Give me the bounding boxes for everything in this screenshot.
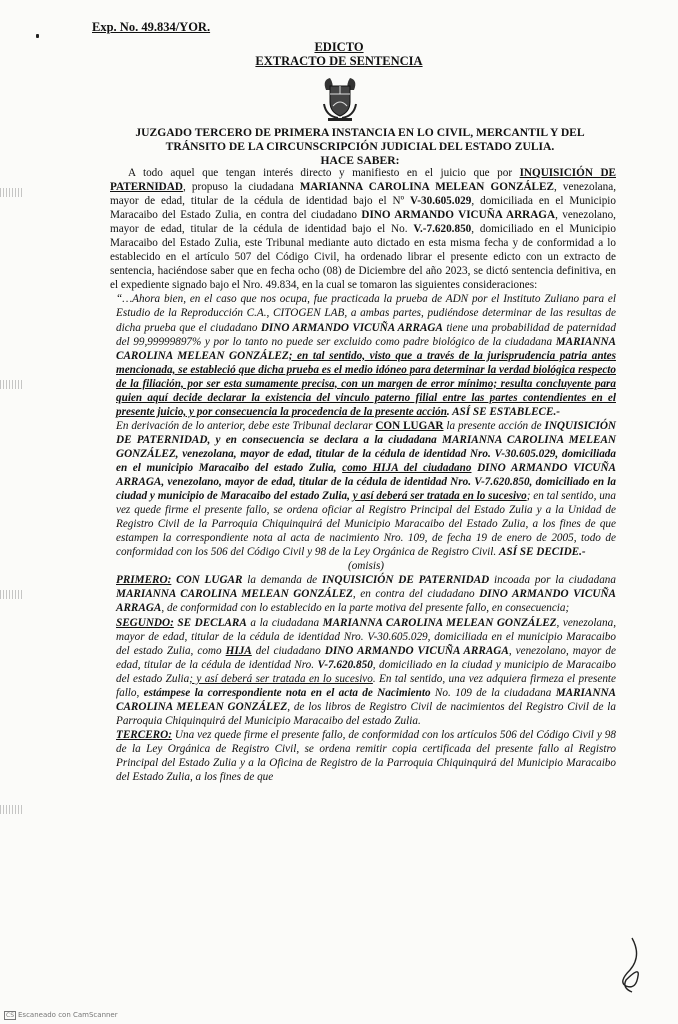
document-body [110,166,616,784]
court-line-2: TRÁNSITO DE LA CIRCUNSCRIPCIÓN JUDICIAL DEL ESTADO ZULIA. [165,140,555,153]
document-subtitle: EXTRACTO DE SENTENCIA [255,54,423,68]
quote-paragraph: “…Ahora bien, en el caso que nos ocupa, fue practicada la prueba de ADN por el Instituto Zuliano para el Estudio de la Reproducción C.A., CITOGEN LAB, a ambas partes, pudiéndose determinar de las resultas de dicha prueba que el ciudadano DINO ARMANDO VICUÑA ARRAGA tiene una probabilidad de paternidad del 99,99999897% y por lo tanto no puede ser excluido como padre biológico de la ciudadana MARIANNA CAROLINA MELEAN GONZÁLEZ; en tal sentido, visto que a través de la jurisprudencia patria antes mencionada, se estableció que dicha prueba es el medio idóneo para determinar la verdad biológica respecto de la filiación, por ser esta sumamente precisa, con un margen de error mínimo; resulta concluyente para quien aquí decide declarar la existencia del vinculo paterno filial entre las partes contendientes en el presente juicio, y por consecuencia la procedencia de la presente acción. ASÍ SE ESTABLECE.- [116,293,616,418]
intro-paragraph: A todo aquel que tengan interés directo y manifiesto en el juicio que por INQUISICIÓN DE PATERNIDAD, propuso la ciudadana MARIANNA CAROLINA MELEAN GONZÁLEZ, venezolana, mayor de edad, titular de la cédula de identidad bajo el Nº V-30.605.029, domiciliada en el Municipio Maracaibo del Estado Zulia, en contra del ciudadano DINO ARMANDO VICUÑA ARRAGA, venezolano, mayor de edad, titular de la cédula de identidad bajo el No. V.-7.620.850, domiciliado en el Municipio Maracaibo del Estado Zulia, este Tribunal mediante auto dictado en esta misma fecha y de conformidad a lo establecido en el artículo 507 del Código Civil, ha ordenado librar el presente edicto con un extracto de sentencia, haciéndose saber que en fecha ocho (08) de Diciembre del año 2023, se dictó sentencia definitiva, en el expediente signado bajo el Nro. 49.834, en la cual se tomaron las siguientes consideraciones: [110,167,617,292]
court-line-1: JUZGADO TERCERO DE PRIMERA INSTANCIA EN LO CIVIL, MERCANTIL Y DEL [135,126,585,139]
document-title: EDICTO [314,40,364,54]
court-heading [100,126,620,168]
derivation-paragraph: En derivación de lo anterior, debe este Tribunal declarar CON LUGAR la presente acción de INQUISICIÓN DE PATERNIDAD, y en consecuencia se declara a la ciudadana MARIANNA CAROLINA MELEAN GONZÁLEZ, venezolana, mayor de edad, titular de la cédula de identidad Nro. V-30.605.029, domiciliada en el municipio Maracaibo del estado Zulia, como HIJA del ciudadano DINO ARMANDO VICUÑA ARRAGA, venezolano, mayor de edad, titular de la cédula de identidad Nro. V-7.620.850, domiciliado en la ciudad y municipio de Maracaibo del estado Zulia, y así deberá ser tratada en lo sucesivo; en tal sentido, una vez quede firme el presente fallo, se ordena oficiar al Registro Principal del Estado Zulia y a la Unidad de Registro Civil de la Parroquia Chiquinquirá del Municipio Maracaibo del Estado Zulia, a los fines de que estampen la correspondiente nota al acta de nacimiento Nro. 109, de fecha 19 de enero de 2005, todo de conformidad con los 506 del Código Civil y 98 de la Ley Orgánica de Registro Civil. ASÍ SE DECIDE.- [116,419,616,559]
segundo-paragraph: SEGUNDO: SE DECLARA a la ciudadana MARIANNA CAROLINA MELEAN GONZÁLEZ, venezolana, mayor de edad, titular de la cédula de identidad Nro. V-30.605.029, domiciliada en el municipio Maracaibo del estado Zulia, como HIJA del ciudadano DINO ARMANDO VICUÑA ARRAGA, venezolano, mayor de edad, titular de la cédula de identidad Nro. V-7.620.850, domiciliado en la ciudad y municipio de Maracaibo del estado Zulia; y así deberá ser tratada en lo sucesivo. En tal sentido, una vez adquiera firmeza el presente fallo, estámpese la correspondiente nota en el acta de Nacimiento No. 109 de la ciudadana MARIANNA CAROLINA MELEAN GONZÁLEZ, de los libros de Registro Civil de nacimientos del Registro Civil de la Parroquia Chiquinquirá del Municipio Maracaibo del estado Zulia. [116,616,616,727]
tercero-paragraph: TERCERO: Una vez quede firme el presente fallo, de conformidad con los artículos 506 del Código Civil y 98 de la Ley Orgánica de Registro Civil, se ordena remitir copia certificada del presente fallo al Registro Principal del Estado Zulia y a la Oficina de Registro de la Parroquia Chiquinquirá del Municipio Maracaibo del Estado Zulia, a los fines de que [116,728,616,784]
margin-scan-mark [0,590,22,599]
scanner-footer-text: Escaneado con CamScanner [18,1011,118,1019]
coat-of-arms-icon [320,76,360,122]
margin-scan-mark [0,188,22,197]
omisis: (omisis) [347,560,385,573]
margin-scan-mark [0,805,22,814]
scanner-footer [4,1011,118,1020]
expedient-number: Exp. No. 49.834/YOR. [92,20,211,34]
camscanner-icon: CS [6,1012,14,1019]
primero-paragraph: PRIMERO: CON LUGAR la demanda de INQUISICIÓN DE PATERNIDAD incoada por la ciudadana MARIANNA CAROLINA MELEAN GONZÁLEZ, en contra del ciudadano DINO ARMANDO VICUÑA ARRAGA, de conformidad con lo establecido en la parte motiva del presente fallo, en consecuencia; [116,574,616,615]
ink-dot [36,34,39,38]
margin-scan-mark [0,380,22,389]
signature-mark [612,936,646,996]
hace-saber: HACE SABER: [320,154,400,167]
